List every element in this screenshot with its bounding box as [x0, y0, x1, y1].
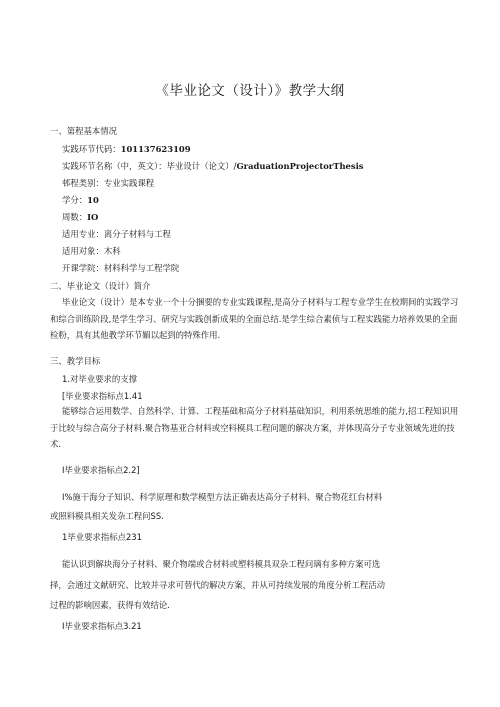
indicator-2-2-heading: I毕业要求指标点2.2] — [62, 465, 140, 475]
credit-value: 10 — [87, 195, 99, 205]
credit-line — [62, 195, 99, 206]
indicator-1-4-heading: [毕业要求指标点1.41 — [62, 391, 143, 401]
offering-college: 开课学院：材料科学与工程学院 — [62, 263, 180, 273]
indicator-2-3-heading: 1毕业要求指标点231 — [62, 532, 142, 542]
weeks-line — [62, 212, 98, 223]
indicator-2-2-text-line1: I%施干海分子知识、科学原理和数学模型方法正确表达高分子材料、聚合物花红台材料 — [62, 492, 383, 502]
section2-paragraph: 毕业论文（设计）是本专业一个十分捆要的专业实践课程,是高分子材料与工程专业学生在校期间的实践学习和综合训练阶段,是学生学习、研究与实践创新成果的全面总结.是学生综合素侦与工程实践能力培养效果的全面检粉，具有其他教学环节媚以起到的特殊作用. — [50, 297, 459, 340]
course-name-label: 实践环节名称（中，英文）：毕业设计（论文）/ — [62, 161, 237, 171]
indicator-1-4-paragraph: 能够综合运用数学、自然科学、计算、工程基础和高分子材料基础知识，利用系统思维的能力,招工程知识用于比较与综合高分子材料.聚合物基亚合材料或空料模具工程问题的解决方案，并体现高分子专业领域先进的技术. — [50, 406, 459, 449]
course-category: 邨程类别：专业实践课程 — [62, 178, 155, 188]
course-name-line — [62, 161, 364, 172]
indicator-2-3-text-line3: 过程的影响因素，获得有效结论. — [50, 600, 170, 610]
applicable-target: 适用对象：木科 — [62, 246, 121, 256]
indicator-3-2-heading: I毕业要求指标点3.21 — [62, 621, 142, 631]
applicable-major: 适用专业：离分子材料与工程 — [62, 229, 171, 239]
course-code-label: 实践环节代码： — [62, 144, 121, 154]
course-code-value: 101137623109 — [120, 144, 191, 154]
course-name-english: GraduationProjectorThesis — [236, 161, 364, 171]
weeks-label: 周数： — [62, 212, 88, 222]
weeks-value: IO — [87, 212, 99, 222]
credit-label: 学分： — [62, 195, 88, 205]
section3-heading: 三、教学目标 — [50, 356, 101, 366]
support-subheading: 1.对毕业要求的支撑 — [62, 374, 137, 384]
section1-heading: 一、第程基本情况 — [50, 126, 117, 136]
section2-heading: 二、毕业论文（设计）简介 — [50, 281, 151, 291]
course-code-line — [62, 144, 191, 155]
indicator-2-3-text-line2: 择，会通过文献研究、比较并寻求可替代的解决方案，并从可持续发展的角度分析工程活动 — [50, 580, 385, 590]
document-title: 《毕业论文（设计）》教学大纲 — [155, 83, 345, 99]
indicator-2-3-text-line1: 能认识到解块海分子材料、聚介物端或合材料或塑料模具双杂工程问璃有多种方案可选 — [62, 559, 381, 569]
indicator-2-2-text-line2: 或照料模具相关发杂工程问SS. — [50, 511, 164, 521]
